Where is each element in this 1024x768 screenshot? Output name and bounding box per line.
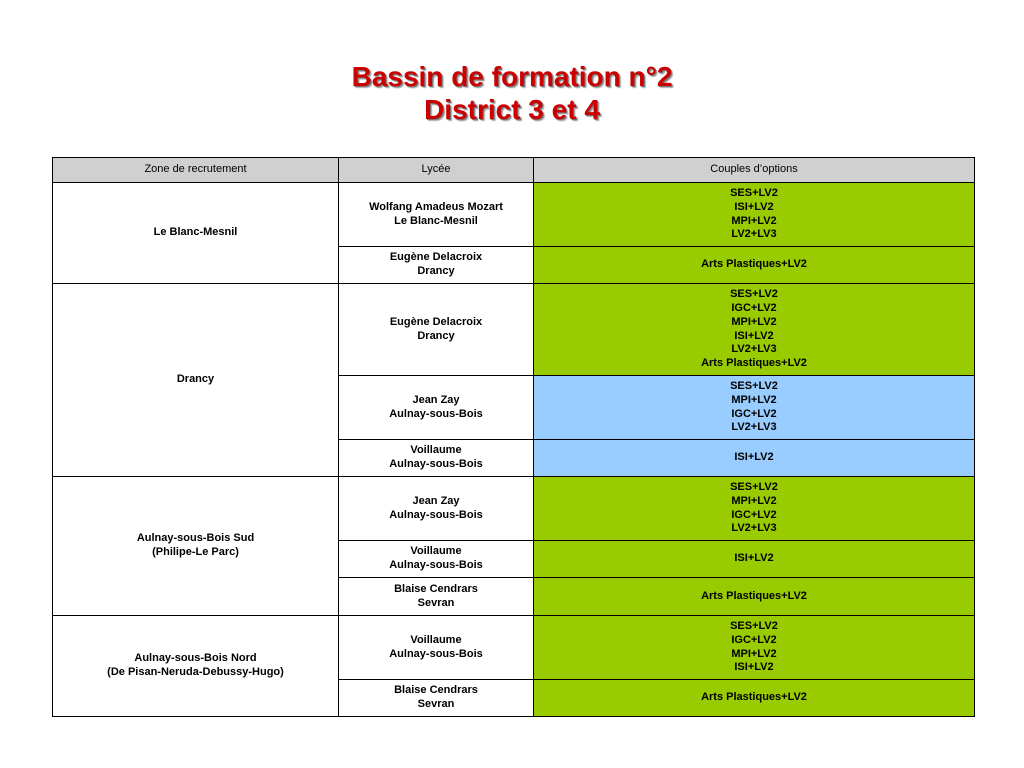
lycee-line: Sevran bbox=[417, 596, 455, 609]
option-line: ISI+LV2 bbox=[734, 451, 774, 464]
option-line: Arts Plastiques+LV2 bbox=[701, 589, 807, 602]
option-line: LV2+LV3 bbox=[731, 522, 777, 535]
option-line: SES+LV2 bbox=[730, 481, 778, 494]
option-line: Arts Plastiques+LV2 bbox=[701, 691, 807, 704]
lycee-line: Eugène Delacroix bbox=[389, 315, 483, 328]
lycee-line: Le Blanc-Mesnil bbox=[394, 214, 478, 227]
options-cell bbox=[534, 616, 975, 680]
table-header-row bbox=[53, 158, 975, 183]
lycee-cell bbox=[339, 541, 534, 578]
lycee-line: Voillaume bbox=[410, 545, 462, 558]
option-line: SES+LV2 bbox=[730, 187, 778, 200]
lycee-line: Aulnay-sous-Bois bbox=[389, 559, 483, 571]
table-row bbox=[53, 284, 975, 376]
option-line: MPI+LV2 bbox=[731, 214, 777, 227]
lycee-line: Jean Zay bbox=[412, 494, 460, 507]
option-line: IGC+LV2 bbox=[731, 407, 777, 420]
option-line: IGC+LV2 bbox=[731, 633, 777, 646]
option-line: ISI+LV2 bbox=[734, 661, 774, 674]
option-line: LV2+LV3 bbox=[731, 421, 777, 434]
lycee-line: Aulnay-sous-Bois bbox=[389, 647, 483, 660]
lycee-line: Aulnay-sous-Bois bbox=[389, 407, 483, 420]
option-line: LV2+LV3 bbox=[731, 228, 777, 241]
lycee-line: Blaise Cendrars bbox=[394, 684, 478, 697]
lycee-line: Blaise Cendrars bbox=[394, 582, 478, 595]
zone-cell bbox=[53, 616, 339, 717]
option-line: IGC+LV2 bbox=[731, 508, 777, 521]
options-cell bbox=[534, 284, 975, 376]
lycee-line: Sevran bbox=[417, 698, 455, 710]
lycee-line: Aulnay-sous-Bois bbox=[389, 508, 483, 521]
options-cell bbox=[534, 477, 975, 541]
zone-cell bbox=[53, 477, 339, 616]
option-line: ISI+LV2 bbox=[734, 200, 774, 213]
header-options: Couples d’options bbox=[534, 158, 975, 183]
table-body bbox=[53, 183, 975, 717]
options-cell bbox=[534, 183, 975, 247]
zone-cell bbox=[53, 183, 339, 284]
lycee-cell bbox=[339, 440, 534, 477]
option-line: Arts Plastiques+LV2 bbox=[701, 356, 807, 369]
zone-cell bbox=[53, 284, 339, 477]
option-line: MPI+LV2 bbox=[731, 393, 777, 406]
lycee-cell bbox=[339, 477, 534, 541]
page-title bbox=[0, 60, 1024, 126]
lycee-line: Wolfang Amadeus Mozart bbox=[369, 200, 503, 213]
zone-name-line: Aulnay-sous-Bois Nord bbox=[134, 652, 257, 665]
option-line: Arts Plastiques+LV2 bbox=[701, 258, 807, 271]
option-line: SES+LV2 bbox=[730, 288, 778, 301]
lycee-line: Voillaume bbox=[410, 444, 462, 457]
table-row bbox=[53, 183, 975, 247]
lycee-line: Jean Zay bbox=[412, 393, 460, 406]
option-line: IGC+LV2 bbox=[731, 302, 777, 315]
lycee-line: Voillaume bbox=[410, 633, 462, 646]
table-row bbox=[53, 616, 975, 680]
option-line: MPI+LV2 bbox=[731, 494, 777, 507]
lycee-line: Eugène Delacroix bbox=[389, 251, 483, 264]
options-table bbox=[52, 157, 975, 717]
lycee-cell bbox=[339, 183, 534, 247]
options-cell bbox=[534, 247, 975, 284]
options-cell bbox=[534, 578, 975, 616]
zone-name-line: Drancy bbox=[176, 373, 215, 386]
options-cell bbox=[534, 376, 975, 440]
zone-name-line: Aulnay-sous-Bois Sud bbox=[136, 532, 255, 545]
option-line: SES+LV2 bbox=[730, 620, 778, 633]
option-line: ISI+LV2 bbox=[734, 552, 774, 565]
options-cell bbox=[534, 440, 975, 477]
lycee-line: Aulnay-sous-Bois bbox=[389, 458, 483, 470]
lycee-cell bbox=[339, 616, 534, 680]
option-line: ISI+LV2 bbox=[734, 329, 774, 342]
zone-name-line: (De Pisan-Neruda-Debussy-Hugo) bbox=[107, 666, 284, 678]
options-cell bbox=[534, 680, 975, 717]
zone-name-line: Le Blanc-Mesnil bbox=[153, 226, 238, 239]
lycee-cell bbox=[339, 247, 534, 284]
option-line: MPI+LV2 bbox=[731, 647, 777, 660]
zone-name-line: (Philipe-Le Parc) bbox=[152, 546, 239, 558]
option-line: LV2+LV3 bbox=[731, 343, 777, 356]
option-line: MPI+LV2 bbox=[731, 315, 777, 328]
header-zone: Zone de recrutement bbox=[53, 158, 339, 183]
lycee-line: Drancy bbox=[417, 329, 455, 342]
title-line-2: District 3 et 4 bbox=[424, 94, 600, 125]
options-cell bbox=[534, 541, 975, 578]
lycee-cell bbox=[339, 284, 534, 376]
lycee-cell bbox=[339, 680, 534, 717]
lycee-cell bbox=[339, 376, 534, 440]
lycee-cell bbox=[339, 578, 534, 616]
title-line-1: Bassin de formation n°2 bbox=[351, 61, 673, 92]
table-row bbox=[53, 477, 975, 541]
option-line: SES+LV2 bbox=[730, 380, 778, 393]
header-lycee: Lycée bbox=[339, 158, 534, 183]
lycee-line: Drancy bbox=[417, 265, 455, 277]
